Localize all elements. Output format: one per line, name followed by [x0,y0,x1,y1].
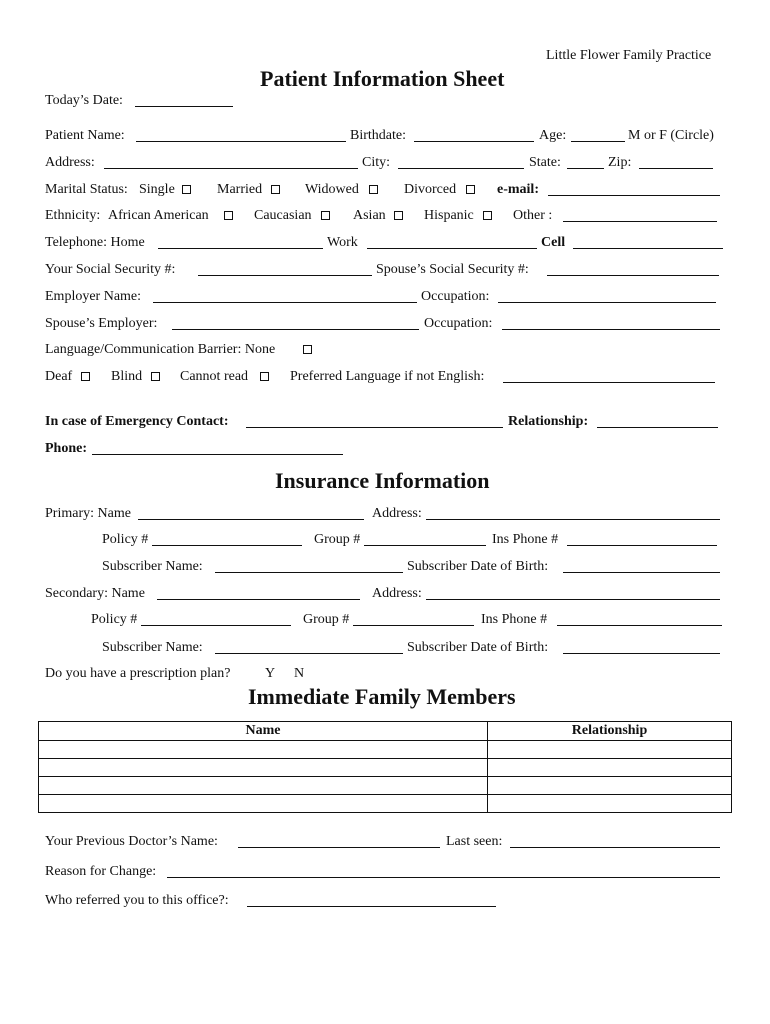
hispanic-checkbox[interactable] [483,211,492,220]
state-field[interactable] [567,168,604,169]
spouse-ssn-field[interactable] [547,275,719,276]
none-checkbox[interactable] [303,345,312,354]
primary-subscriber-dob-field[interactable] [563,572,720,573]
secondary-subscriber-dob-label: Subscriber Date of Birth: [407,640,549,655]
primary-policy-label: Policy # [102,532,149,547]
blind-label: Blind [111,369,143,384]
occupation-label: Occupation: [421,289,490,304]
table-row [39,777,732,795]
prescription-no-option[interactable]: N [294,666,305,681]
city-field[interactable] [398,168,524,169]
work-label: Work [327,235,358,250]
ssn-field[interactable] [198,275,372,276]
deaf-label: Deaf [45,369,73,384]
preferred-language-field[interactable] [503,382,715,383]
relationship-label: Relationship: [508,414,589,429]
employer-field[interactable] [153,302,417,303]
secondary-address-field[interactable] [426,599,720,600]
relationship-column-header: Relationship [488,722,732,741]
city-label: City: [362,155,391,170]
spouse-occupation-field[interactable] [502,329,720,330]
family-members-table [38,721,732,813]
spouse-employer-label: Spouse’s Employer: [45,316,158,331]
secondary-subscriber-name-label: Subscriber Name: [102,640,203,655]
table-row [39,759,732,777]
secondary-ins-phone-label: Ins Phone # [481,612,548,627]
cell-phone-field[interactable] [573,248,723,249]
emergency-contact-field[interactable] [246,427,503,428]
primary-ins-phone-label: Ins Phone # [492,532,559,547]
home-phone-field[interactable] [158,248,323,249]
primary-address-field[interactable] [426,519,720,520]
address-label: Address: [45,155,95,170]
insurance-title: Insurance Information [275,468,490,493]
reason-for-change-label: Reason for Change: [45,864,157,879]
todays-date-label: Today’s Date: [45,93,123,108]
other-label: Other : [513,208,553,223]
patient-name-label: Patient Name: [45,128,125,143]
primary-subscriber-dob-label: Subscriber Date of Birth: [407,559,549,574]
todays-date-field[interactable] [135,106,233,107]
primary-name-field[interactable] [138,519,364,520]
sex-label: M or F (Circle) [628,128,714,143]
family-name-cell[interactable] [39,759,488,777]
telephone-home-label: Telephone: Home [45,235,145,250]
zip-label: Zip: [608,155,632,170]
work-phone-field[interactable] [367,248,537,249]
last-seen-label: Last seen: [446,834,503,849]
state-label: State: [529,155,561,170]
emergency-phone-label: Phone: [45,441,87,456]
primary-name-label: Primary: Name [45,506,131,521]
ethnicity-label: Ethnicity: [45,208,101,223]
blind-checkbox[interactable] [151,372,160,381]
divorced-checkbox[interactable] [466,185,475,194]
referred-by-label: Who referred you to this office?: [45,893,229,908]
spouse-occupation-label: Occupation: [424,316,493,331]
family-name-cell[interactable] [39,741,488,759]
family-relationship-cell[interactable] [488,777,732,795]
prescription-plan-label: Do you have a prescription plan? [45,666,231,681]
primary-group-field[interactable] [364,545,486,546]
table-row [39,795,732,813]
secondary-address-label: Address: [372,586,422,601]
family-name-cell[interactable] [39,795,488,813]
last-seen-field[interactable] [510,847,720,848]
divorced-label: Divorced [404,182,457,197]
african-american-checkbox[interactable] [224,211,233,220]
birthdate-label: Birthdate: [350,128,406,143]
primary-subscriber-name-field[interactable] [215,572,403,573]
secondary-policy-field[interactable] [141,625,291,626]
primary-subscriber-name-label: Subscriber Name: [102,559,203,574]
primary-policy-field[interactable] [152,545,302,546]
zip-field[interactable] [639,168,713,169]
secondary-name-field[interactable] [157,599,360,600]
family-name-cell[interactable] [39,777,488,795]
birthdate-field[interactable] [414,141,534,142]
caucasian-checkbox[interactable] [321,211,330,220]
secondary-subscriber-dob-field[interactable] [563,653,720,654]
married-checkbox[interactable] [271,185,280,194]
occupation-field[interactable] [498,302,716,303]
hispanic-label: Hispanic [424,208,474,223]
secondary-ins-phone-field[interactable] [557,625,722,626]
african-american-label: African American [108,208,209,223]
cell-label: Cell [541,235,566,250]
other-ethnicity-field[interactable] [563,221,717,222]
family-relationship-cell[interactable] [488,741,732,759]
emergency-contact-label: In case of Emergency Contact: [45,414,229,429]
family-relationship-cell[interactable] [488,795,732,813]
previous-doctor-label: Your Previous Doctor’s Name: [45,834,218,849]
language-barrier-label: Language/Communication Barrier: None [45,342,276,357]
primary-address-label: Address: [372,506,422,521]
ssn-label: Your Social Security #: [45,262,176,277]
primary-ins-phone-field[interactable] [567,545,717,546]
email-field[interactable] [548,195,720,196]
email-label: e-mail: [497,182,539,197]
married-label: Married [217,182,263,197]
spouse-employer-field[interactable] [172,329,419,330]
secondary-group-label: Group # [303,612,350,627]
page-title: Patient Information Sheet [260,66,505,91]
widowed-label: Widowed [305,182,359,197]
employer-label: Employer Name: [45,289,142,304]
secondary-name-label: Secondary: Name [45,586,145,601]
preferred-language-label: Preferred Language if not English: [290,369,485,384]
cannot-read-checkbox[interactable] [260,372,269,381]
age-label: Age: [539,128,567,143]
single-label: Single [139,182,175,197]
practice-name: Little Flower Family Practice [546,48,712,63]
address-field[interactable] [104,168,358,169]
relationship-field[interactable] [597,427,718,428]
previous-doctor-field[interactable] [238,847,440,848]
caucasian-label: Caucasian [254,208,312,223]
marital-status-label: Marital Status: [45,182,128,197]
age-field[interactable] [571,141,625,142]
table-row [39,741,732,759]
widowed-checkbox[interactable] [369,185,378,194]
spouse-ssn-label: Spouse’s Social Security #: [376,262,529,277]
patient-name-field[interactable] [136,141,346,142]
prescription-yes-option[interactable]: Y [265,666,276,681]
asian-checkbox[interactable] [394,211,403,220]
asian-label: Asian [353,208,386,223]
emergency-phone-field[interactable] [92,454,343,455]
family-relationship-cell[interactable] [488,759,732,777]
deaf-checkbox[interactable] [81,372,90,381]
family-title: Immediate Family Members [248,684,516,709]
secondary-subscriber-name-field[interactable] [215,653,403,654]
single-checkbox[interactable] [182,185,191,194]
secondary-policy-label: Policy # [91,612,138,627]
primary-group-label: Group # [314,532,361,547]
table-header-row [39,722,732,741]
referred-by-field[interactable] [247,906,496,907]
cannot-read-label: Cannot read [180,369,249,384]
secondary-group-field[interactable] [353,625,474,626]
reason-for-change-field[interactable] [167,877,720,878]
name-column-header: Name [39,722,488,741]
